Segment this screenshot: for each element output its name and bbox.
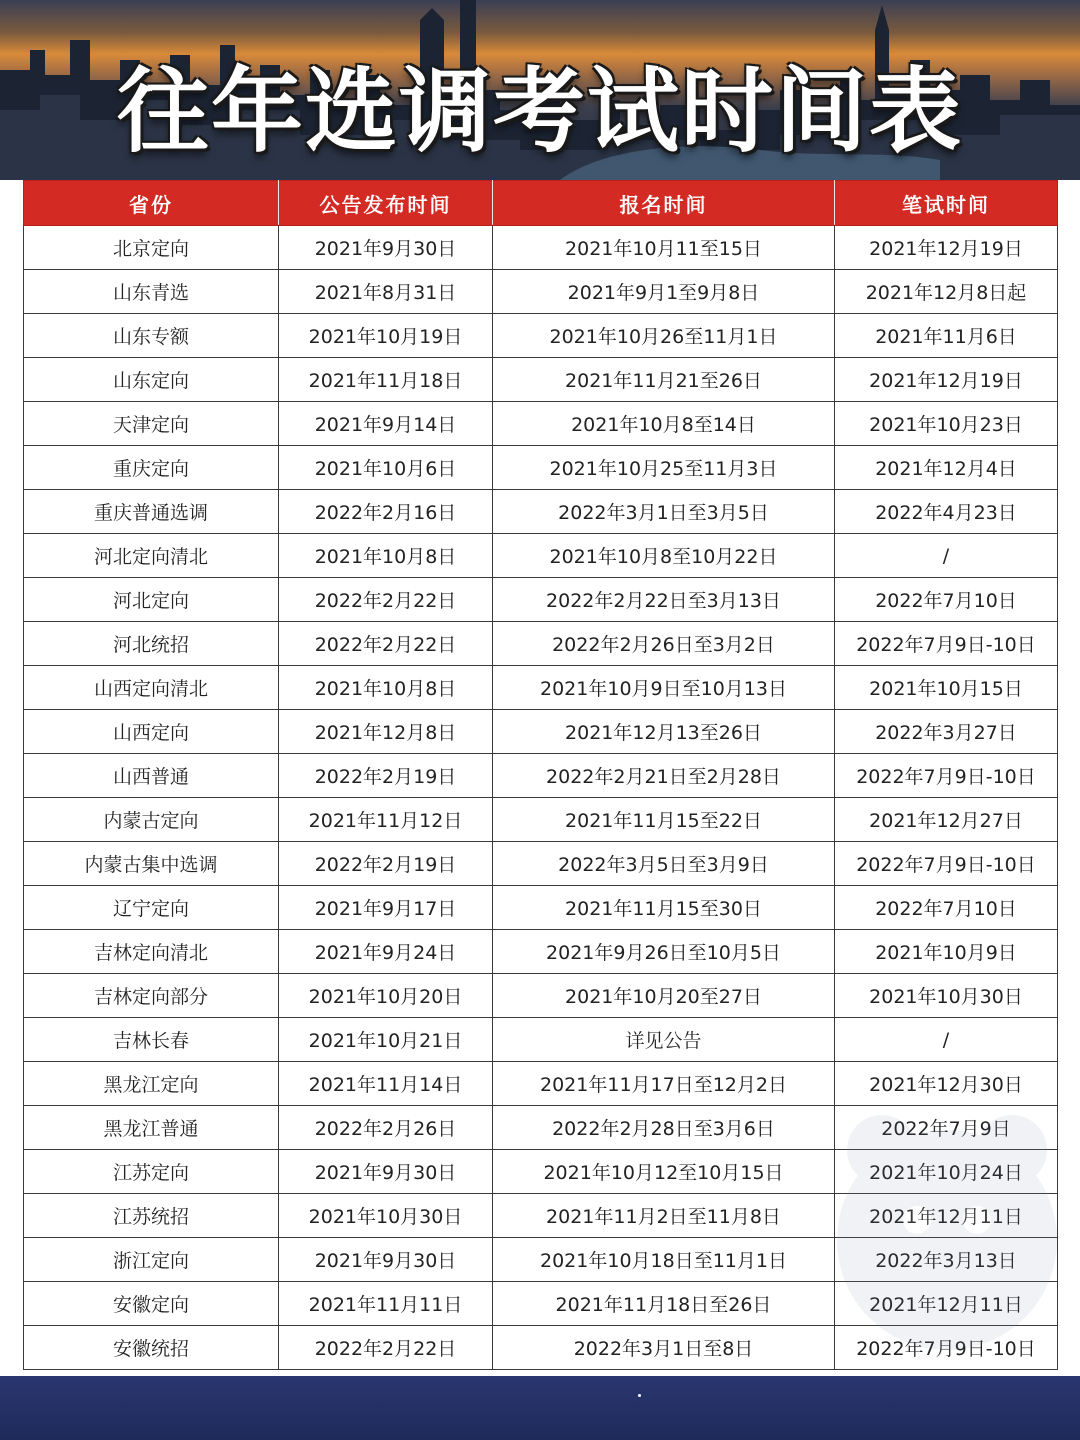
cell-exam-date: 2021年10月24日 — [835, 1150, 1058, 1194]
cell-exam-date: 2021年10月30日 — [835, 974, 1058, 1018]
cell-province: 山西普通 — [24, 754, 279, 798]
cell-registration: 2021年9月1至9月8日 — [493, 270, 835, 314]
footer-dot — [638, 1394, 641, 1397]
cell-announce-date: 2021年10月30日 — [279, 1194, 493, 1238]
table-row — [24, 666, 1058, 710]
cell-province: 安徽定向 — [24, 1282, 279, 1326]
cell-announce-date: 2021年10月21日 — [279, 1018, 493, 1062]
footer-bar — [0, 1376, 1080, 1440]
cell-announce-date: 2022年2月19日 — [279, 842, 493, 886]
cell-registration: 2021年10月12至10月15日 — [493, 1150, 835, 1194]
cell-announce-date: 2022年2月26日 — [279, 1106, 493, 1150]
cell-announce-date: 2021年10月8日 — [279, 666, 493, 710]
schedule-table-container — [23, 180, 1057, 1370]
cell-registration: 2021年10月20至27日 — [493, 974, 835, 1018]
cell-exam-date: 2021年12月11日 — [835, 1282, 1058, 1326]
cell-province: 吉林定向部分 — [24, 974, 279, 1018]
cell-province: 山东青选 — [24, 270, 279, 314]
table-row — [24, 1282, 1058, 1326]
cell-exam-date: 2021年12月27日 — [835, 798, 1058, 842]
table-row — [24, 1194, 1058, 1238]
cell-exam-date: 2022年4月23日 — [835, 490, 1058, 534]
table-row — [24, 1150, 1058, 1194]
cell-province: 山西定向清北 — [24, 666, 279, 710]
cell-exam-date: / — [835, 534, 1058, 578]
cell-registration: 2021年10月26至11月1日 — [493, 314, 835, 358]
cell-announce-date: 2021年9月14日 — [279, 402, 493, 446]
cell-registration: 2022年2月28日至3月6日 — [493, 1106, 835, 1150]
cell-registration: 2021年11月21至26日 — [493, 358, 835, 402]
cell-registration: 详见公告 — [493, 1018, 835, 1062]
cell-announce-date: 2021年11月11日 — [279, 1282, 493, 1326]
table-row — [24, 1238, 1058, 1282]
cell-province: 江苏定向 — [24, 1150, 279, 1194]
cell-announce-date: 2021年9月30日 — [279, 226, 493, 270]
table-row — [24, 1326, 1058, 1370]
table-row — [24, 798, 1058, 842]
cell-exam-date: 2021年12月8日起 — [835, 270, 1058, 314]
cell-exam-date: 2021年12月19日 — [835, 358, 1058, 402]
table-row — [24, 754, 1058, 798]
cell-registration: 2022年2月21日至2月28日 — [493, 754, 835, 798]
table-row — [24, 402, 1058, 446]
cell-exam-date: 2022年3月27日 — [835, 710, 1058, 754]
cell-province: 吉林定向清北 — [24, 930, 279, 974]
cell-registration: 2022年2月26日至3月2日 — [493, 622, 835, 666]
cell-registration: 2021年11月15至22日 — [493, 798, 835, 842]
cell-province: 内蒙古定向 — [24, 798, 279, 842]
cell-announce-date: 2021年11月12日 — [279, 798, 493, 842]
table-row — [24, 1018, 1058, 1062]
cell-exam-date: 2021年12月30日 — [835, 1062, 1058, 1106]
hero-banner — [0, 0, 1080, 180]
cell-registration: 2021年11月18日至26日 — [493, 1282, 835, 1326]
table-row — [24, 710, 1058, 754]
cell-registration: 2021年10月8至14日 — [493, 402, 835, 446]
cell-announce-date: 2021年11月14日 — [279, 1062, 493, 1106]
table-row — [24, 226, 1058, 270]
cell-registration: 2021年11月2日至11月8日 — [493, 1194, 835, 1238]
table-row — [24, 622, 1058, 666]
cell-announce-date: 2021年10月20日 — [279, 974, 493, 1018]
cell-province: 重庆普通选调 — [24, 490, 279, 534]
cell-announce-date: 2022年2月22日 — [279, 622, 493, 666]
table-row — [24, 974, 1058, 1018]
cell-exam-date: 2022年7月9日 — [835, 1106, 1058, 1150]
table-row — [24, 314, 1058, 358]
table-header-row — [24, 181, 1058, 226]
cell-province: 黑龙江定向 — [24, 1062, 279, 1106]
cell-announce-date: 2021年10月6日 — [279, 446, 493, 490]
cell-announce-date: 2022年2月16日 — [279, 490, 493, 534]
table-row — [24, 578, 1058, 622]
table-row — [24, 490, 1058, 534]
cell-exam-date: 2022年7月9日-10日 — [835, 622, 1058, 666]
cell-exam-date: 2022年7月9日-10日 — [835, 1326, 1058, 1370]
table-row — [24, 1062, 1058, 1106]
cell-province: 山东定向 — [24, 358, 279, 402]
cell-province: 山西定向 — [24, 710, 279, 754]
table-row — [24, 270, 1058, 314]
table-row — [24, 358, 1058, 402]
cell-announce-date: 2022年2月19日 — [279, 754, 493, 798]
cell-province: 北京定向 — [24, 226, 279, 270]
page-title: 往年选调考试时间表 — [116, 58, 963, 165]
cell-registration: 2022年3月5日至3月9日 — [493, 842, 835, 886]
cell-announce-date: 2021年9月30日 — [279, 1150, 493, 1194]
cell-registration: 2022年2月22日至3月13日 — [493, 578, 835, 622]
cell-registration: 2022年3月1日至8日 — [493, 1326, 835, 1370]
cell-exam-date: 2021年10月15日 — [835, 666, 1058, 710]
cell-registration: 2022年3月1日至3月5日 — [493, 490, 835, 534]
cell-announce-date: 2022年2月22日 — [279, 1326, 493, 1370]
cell-exam-date: 2021年10月9日 — [835, 930, 1058, 974]
cell-province: 吉林长春 — [24, 1018, 279, 1062]
cell-province: 河北定向 — [24, 578, 279, 622]
cell-province: 内蒙古集中选调 — [24, 842, 279, 886]
cell-province: 河北定向清北 — [24, 534, 279, 578]
cell-exam-date: 2021年12月4日 — [835, 446, 1058, 490]
table-row — [24, 842, 1058, 886]
cell-registration: 2021年10月25至11月3日 — [493, 446, 835, 490]
cell-province: 辽宁定向 — [24, 886, 279, 930]
cell-province: 安徽统招 — [24, 1326, 279, 1370]
cell-announce-date: 2022年2月22日 — [279, 578, 493, 622]
cell-province: 浙江定向 — [24, 1238, 279, 1282]
column-header-registration: 报名时间 — [493, 181, 835, 226]
cell-announce-date: 2021年11月18日 — [279, 358, 493, 402]
cell-exam-date: 2021年12月11日 — [835, 1194, 1058, 1238]
cell-announce-date: 2021年10月19日 — [279, 314, 493, 358]
schedule-table — [23, 180, 1058, 1370]
cell-province: 江苏统招 — [24, 1194, 279, 1238]
cell-registration: 2021年10月9日至10月13日 — [493, 666, 835, 710]
cell-exam-date: 2022年7月9日-10日 — [835, 754, 1058, 798]
cell-registration: 2021年10月8至10月22日 — [493, 534, 835, 578]
cell-exam-date: 2022年7月9日-10日 — [835, 842, 1058, 886]
cell-province: 山东专额 — [24, 314, 279, 358]
cell-announce-date: 2021年12月8日 — [279, 710, 493, 754]
cell-announce-date: 2021年10月8日 — [279, 534, 493, 578]
table-row — [24, 534, 1058, 578]
cell-province: 河北统招 — [24, 622, 279, 666]
cell-exam-date: 2022年7月10日 — [835, 578, 1058, 622]
cell-announce-date: 2021年9月24日 — [279, 930, 493, 974]
column-header-announce-date: 公告发布时间 — [279, 181, 493, 226]
cell-registration: 2021年12月13至26日 — [493, 710, 835, 754]
cell-exam-date: 2021年12月19日 — [835, 226, 1058, 270]
column-header-exam-date: 笔试时间 — [835, 181, 1058, 226]
cell-exam-date: 2022年3月13日 — [835, 1238, 1058, 1282]
table-body — [24, 226, 1058, 1370]
table-row — [24, 1106, 1058, 1150]
table-row — [24, 886, 1058, 930]
cell-province: 天津定向 — [24, 402, 279, 446]
column-header-province: 省份 — [24, 181, 279, 226]
cell-announce-date: 2021年8月31日 — [279, 270, 493, 314]
cell-announce-date: 2021年9月17日 — [279, 886, 493, 930]
cell-announce-date: 2021年9月30日 — [279, 1238, 493, 1282]
cell-province: 重庆定向 — [24, 446, 279, 490]
cell-registration: 2021年10月11至15日 — [493, 226, 835, 270]
table-row — [24, 446, 1058, 490]
cell-registration: 2021年10月18日至11月1日 — [493, 1238, 835, 1282]
cell-registration: 2021年11月17日至12月2日 — [493, 1062, 835, 1106]
cell-exam-date: / — [835, 1018, 1058, 1062]
table-row — [24, 930, 1058, 974]
cell-exam-date: 2022年7月10日 — [835, 886, 1058, 930]
cell-registration: 2021年11月15至30日 — [493, 886, 835, 930]
cell-exam-date: 2021年10月23日 — [835, 402, 1058, 446]
cell-registration: 2021年9月26日至10月5日 — [493, 930, 835, 974]
cell-province: 黑龙江普通 — [24, 1106, 279, 1150]
cell-exam-date: 2021年11月6日 — [835, 314, 1058, 358]
